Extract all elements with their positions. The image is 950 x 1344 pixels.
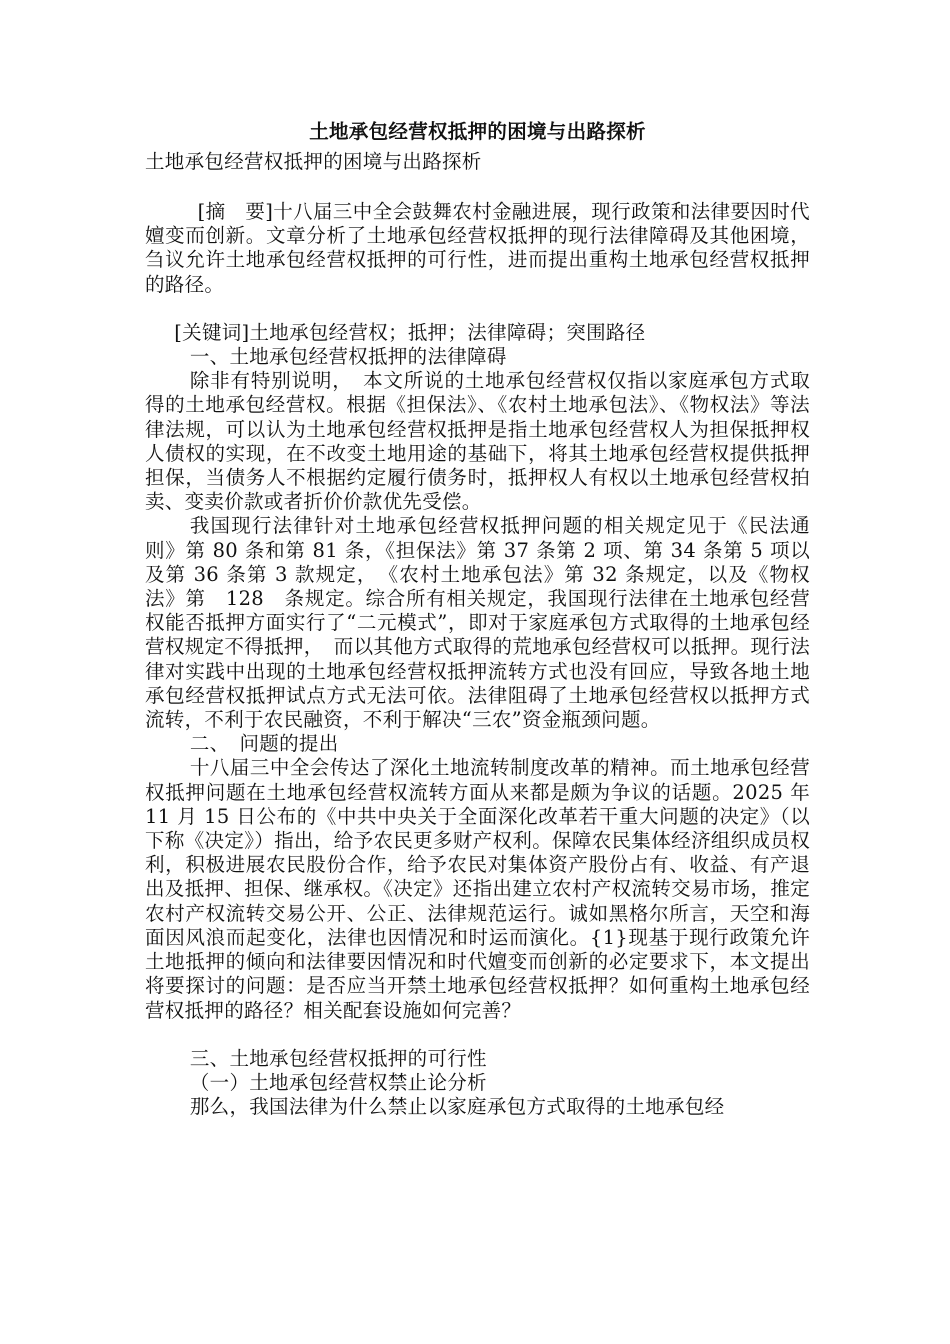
section-heading-1: 一、土地承包经营权抵押的法律障碍	[189, 345, 507, 369]
blank-line	[145, 176, 810, 200]
keywords-line: [关键词]土地承包经营权；抵押；法律障碍；突围路径	[174, 320, 646, 344]
blank-line	[145, 297, 810, 321]
body-paragraph: 我国现行法律针对土地承包经营权抵押问题的相关规定见于《民法通则》第 80 条和第 81 条，《担保法》第 37 条第 2 项、第 34 条第 5 项以及第 36 条第 3 款规定， 《农村土地承包法》第 32 条规定，以及《物权法》第 128 条规定。综合所有相关规定，我国现行法律在土地承包经营权能否抵押方面实行了“二元模式”，即对于家庭承包方式取得的土地承包经营权规定不得抵押， 而以其他方式取得的荒地承包经营权可以抵押。现行法律对实践中出现的土地承包经营权抵押流转方式也没有回应，导致各地土地承包经营权抵押试点方式无法可依。法律阻碍了土地承包经营权以抵押方式流转，不利于农民融资，不利于解决“三农”资金瓶颈问题。	[145, 514, 810, 732]
document-body	[145, 116, 810, 1119]
body-paragraph: 除非有特别说明， 本文所说的土地承包经营权仅指以家庭承包方式取得的土地承包经营权。根据《担保法》、《农村土地承包法》、《物权法》等法律法规，可以认为土地承包经营权抵押是指土地承包经营权人为担保抵押权人债权的实现，在不改变土地用途的基础下，将其土地承包经营权提供抵押担保，当债务人不根据约定履行债务时，抵押权人有权以土地承包经营权拍卖、变卖价款或者折价价款优先受偿。	[145, 369, 810, 514]
blank-line	[145, 1023, 810, 1047]
body-paragraph: 那么，我国法律为什么禁止以家庭承包方式取得的土地承包经	[189, 1095, 725, 1119]
document-subtitle: 土地承包经营权抵押的困境与出路探析	[145, 150, 482, 173]
section-heading-2: 二、 问题的提出	[189, 732, 339, 756]
body-paragraph: 十八届三中全会传达了深化土地流转制度改革的精神。而土地承包经营权抵押问题在土地承包经营权流转方面从来都是颇为争议的话题。2025 年 11 月 15 日公布的《中共中央关于全面深化改革若干重大问题的决定》（以下称《决定》）指出，给予农民更多财产权利。保障农民集体经济组织成员权利，积极进展农民股份合作，给予农民对集体资产股份占有、收益、有产退出及抵押、担保、继承权。《决定》还指出建立农村产权流转交易市场，推定农村产权流转交易公开、公正、法律规范运行。诚如黑格尔所言，天空和海面因风浪而起变化，法律也因情况和时运而演化。{1}现基于现行政策允许土地抵押的倾向和法律要因情况和时代嬗变而创新的必定要求下，本文提出将要探讨的问题：是否应当开禁土地承包经营权抵押？如何重构土地承包经营权抵押的路径？相关配套设施如何完善？	[145, 756, 810, 1022]
section-heading-3: 三、土地承包经营权抵押的可行性	[189, 1046, 487, 1070]
abstract-paragraph: [摘 要]十八届三中全会鼓舞农村金融进展，现行政策和法律要因时代嬗变而创新。文章分析了土地承包经营权抵押的现行法律障碍及其他困境，刍议允许土地承包经营权抵押的可行性，进而提出重构土地承包经营权抵押的路径。	[145, 200, 810, 296]
subsection-heading: （一）土地承包经营权禁止论分析	[189, 1070, 487, 1094]
document-title: 土地承包经营权抵押的困境与出路探析	[309, 120, 646, 143]
